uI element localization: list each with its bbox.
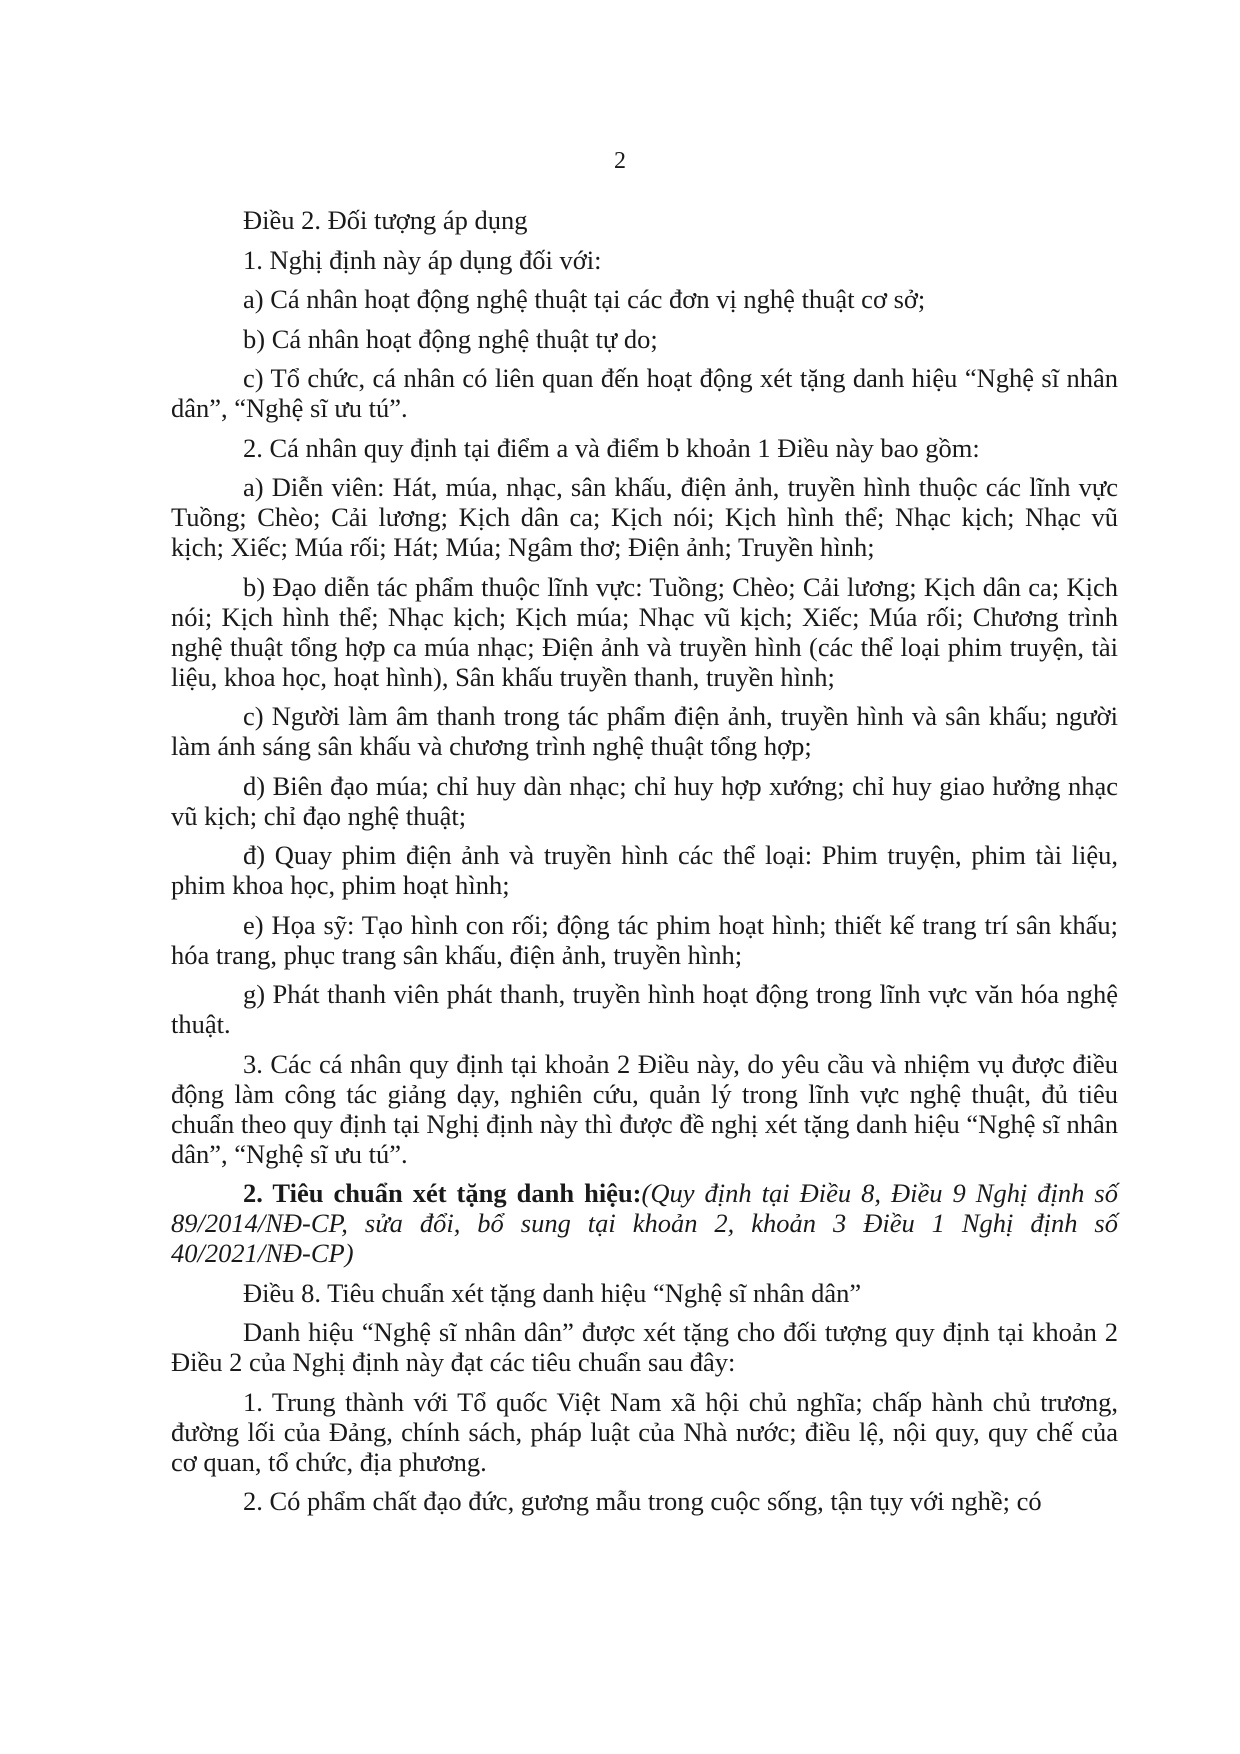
- paragraph: c) Tổ chức, cá nhân có liên quan đến hoạt động xét tặng danh hiệu “Nghệ sĩ nhân dân”, “Nghệ sĩ ưu tú”.: [171, 363, 1118, 423]
- paragraph: 2. Có phẩm chất đạo đức, gương mẫu trong cuộc sống, tận tụy với nghề; có: [243, 1486, 1042, 1516]
- document-body: [171, 205, 1118, 1526]
- paragraph: e) Họa sỹ: Tạo hình con rối; động tác phim hoạt hình; thiết kế trang trí sân khấu; hóa trang, phục trang sân khấu, điện ảnh, truyền hình;: [171, 909, 1118, 970]
- paragraph: a) Diễn viên: Hát, múa, nhạc, sân khấu, điện ảnh, truyền hình thuộc các lĩnh vực Tuồng; Chèo; Cải lương; Kịch dân ca; Kịch nói; Kịch hình thể; Nhạc kịch; Nhạc vũ kịch; Xiếc; Múa rối; Hát; Múa; Ngâm thơ; Điện ảnh; Truyền hình;: [171, 472, 1118, 562]
- paragraph: g) Phát thanh viên phát thanh, truyền hình hoạt động trong lĩnh vực văn hóa nghệ thuật.: [171, 979, 1118, 1039]
- paragraph: đ) Quay phim điện ảnh và truyền hình các thể loại: Phim truyện, phim tài liệu, phim khoa học, phim hoạt hình;: [171, 840, 1118, 900]
- paragraph: 1. Nghị định này áp dụng đối với:: [243, 244, 602, 275]
- paragraph: 3. Các cá nhân quy định tại khoản 2 Điều này, do yêu cầu và nhiệm vụ được điều động làm công tác giảng dạy, nghiên cứu, quản lý trong lĩnh vực nghệ thuật, đủ tiêu chuẩn theo quy định tại Nghị định này thì được đề nghị xét tặng danh hiệu “Nghệ sĩ nhân dân”, “Nghệ sĩ ưu tú”.: [171, 1048, 1118, 1169]
- paragraph: d) Biên đạo múa; chỉ huy dàn nhạc; chỉ huy hợp xướng; chỉ huy giao hưởng nhạc vũ kịch; chỉ đạo nghệ thuật;: [171, 770, 1118, 831]
- paragraph: a) Cá nhân hoạt động nghệ thuật tại các đơn vị nghệ thuật cơ sở;: [243, 284, 926, 314]
- paragraph: 2. Cá nhân quy định tại điểm a và điểm b khoản 1 Điều này bao gồm:: [243, 432, 980, 463]
- paragraph: c) Người làm âm thanh trong tác phẩm điện ảnh, truyền hình và sân khấu; người làm ánh sáng sân khấu và chương trình nghệ thuật tổng hợp;: [171, 701, 1118, 761]
- section-heading-title: 2. Tiêu chuẩn xét tặng danh hiệu:: [243, 1178, 642, 1208]
- section-heading-criteria: [171, 1178, 1118, 1268]
- article-8-heading: Điều 8. Tiêu chuẩn xét tặng danh hiệu “Nghệ sĩ nhân dân”: [243, 1277, 862, 1308]
- paragraph: b) Đạo diễn tác phẩm thuộc lĩnh vực: Tuồng; Chèo; Cải lương; Kịch dân ca; Kịch nói; Kịch hình thể; Nhạc kịch; Kịch múa; Nhạc vũ kịch; Xiếc; Múa rối; Chương trình nghệ thuật tổng hợp ca múa nhạc; Điện ảnh và truyền hình (các thể loại phim truyện, tài liệu, khoa học, hoạt hình), Sân khấu truyền thanh, truyền hình;: [171, 571, 1118, 692]
- paragraph: Danh hiệu “Nghệ sĩ nhân dân” được xét tặng cho đối tượng quy định tại khoản 2 Điều 2 của Nghị định này đạt các tiêu chuẩn sau đây:: [171, 1317, 1118, 1377]
- section-heading-reference: (Quy định tại Điều 8, Điều 9 Nghị định số 89/2014/NĐ-CP, sửa đổi, bổ sung tại khoản 2, khoản 3 Điều 1 Nghị định số 40/2021/NĐ-CP): [171, 1178, 1118, 1268]
- article-2-heading: Điều 2. Đối tượng áp dụng: [243, 205, 528, 235]
- paragraph: b) Cá nhân hoạt động nghệ thuật tự do;: [243, 323, 658, 354]
- page-number: 2: [614, 148, 626, 174]
- paragraph: 1. Trung thành với Tổ quốc Việt Nam xã hội chủ nghĩa; chấp hành chủ trương, đường lối của Đảng, chính sách, pháp luật của Nhà nước; điều lệ, nội quy, quy chế của cơ quan, tổ chức, địa phương.: [171, 1386, 1118, 1477]
